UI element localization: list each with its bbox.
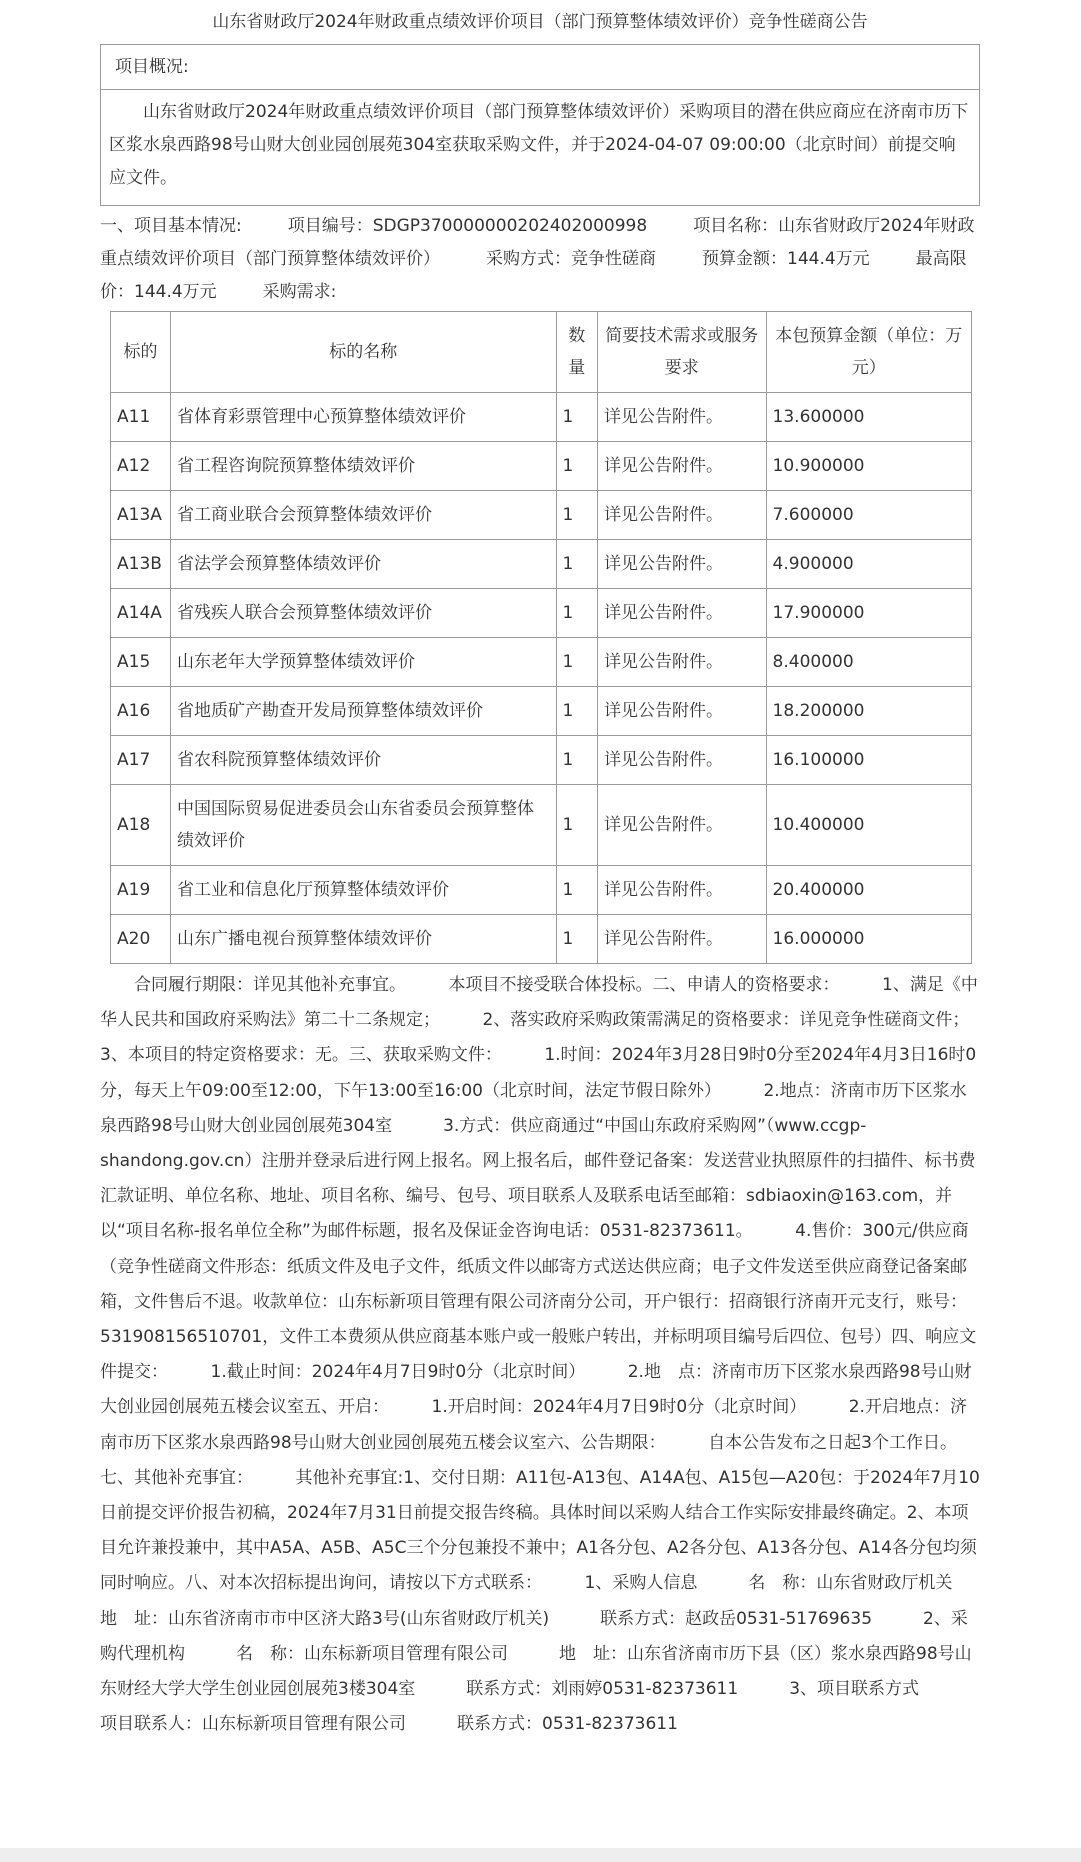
table-row [111, 915, 972, 964]
table-row [111, 687, 972, 736]
cell-name: 省地质矿产勘查开发局预算整体绩效评价 [171, 687, 556, 736]
project-name: 项目名称：山东省财政厅2024年财政重点绩效评价项目（部门预算整体绩效评价） [100, 216, 975, 269]
col-header-qty: 数量 [556, 312, 598, 393]
table-row [111, 393, 972, 442]
cell-name: 省工商业联合会预算整体绩效评价 [171, 491, 556, 540]
cell-requirements: 详见公告附件。 [598, 638, 767, 687]
cell-budget: 16.100000 [766, 736, 971, 785]
overview-heading: 项目概况: [101, 45, 979, 90]
cell-lot: A20 [111, 915, 171, 964]
overview-body: 山东省财政厅2024年财政重点绩效评价项目（部门预算整体绩效评价）采购项目的潜在供应商应在济南市历下区浆水泉西路98号山财大创业园创展苑304室获取采购文件，并于2024-04-07 09:00:00（北京时间）前提交响应文件。 [109, 102, 969, 188]
cell-qty: 1 [556, 491, 598, 540]
cell-requirements: 详见公告附件。 [598, 915, 767, 964]
cell-requirements: 详见公告附件。 [598, 785, 767, 866]
cell-name: 山东老年大学预算整体绩效评价 [171, 638, 556, 687]
overview-box [100, 44, 980, 206]
cell-name: 省工程咨询院预算整体绩效评价 [171, 442, 556, 491]
cell-lot: A13B [111, 540, 171, 589]
cell-lot: A16 [111, 687, 171, 736]
cell-lot: A14A [111, 589, 171, 638]
max-price: 最高限价：144.4万元 [100, 249, 967, 302]
cell-name: 省农科院预算整体绩效评价 [171, 736, 556, 785]
basic-section-title: 一、项目基本情况: [100, 216, 242, 236]
col-header-lot: 标的 [111, 312, 171, 393]
table-row [111, 540, 972, 589]
cell-name: 山东广播电视台预算整体绩效评价 [171, 915, 556, 964]
cell-requirements: 详见公告附件。 [598, 491, 767, 540]
table-row [111, 866, 972, 915]
table-row [111, 442, 972, 491]
notice-body-text: 合同履行期限：详见其他补充事宜。 本项目不接受联合体投标。二、申请人的资格要求： 1、满足《中华人民共和国政府采购法》第二十二条规定； 2、落实政府采购政策需满足的资格要求：详见竞争性磋商文件； 3、本项目的特定资格要求：无。三、获取采购文件： 1.时间：2024年3月28日9时0分至2024年4月3日16时0分，每天上午09:00至12:00，下午13:00至16:00（北京时间，法定节假日除外） 2.地点：济南市历下区浆水泉西路98号山财大创业园创展苑304室 3.方式：供应商通过“中国山东政府采购网”（www.ccgp-shandong.gov.cn）注册并登录后进行网上报名。网上报名后，邮件登记备案：发送营业执照原件的扫描件、标书费汇款证明、单位名称、地址、项目名称、编号、包号、项目联系人及联系电话至邮箱：sdbiaoxin@163.com，并以“项目名称-报名单位全称”为邮件标题，报名及保证金咨询电话：0531-82373611。 4.售价：300元/供应商（竞争性磋商文件形态：纸质文件及电子文件，纸质文件以邮寄方式送达供应商；电子文件发送至供应商登记备案邮箱，文件售后不退。收款单位：山东标新项目管理有限公司济南分公司，开户银行：招商银行济南开元支行，账号：531908156510701，文件工本费须从供应商基本账户或一般账户转出，并标明项目编号后四位、包号）四、响应文件提交： 1.截止时间：2024年4月7日9时0分（北京时间） 2.地 点：济南市历下区浆水泉西路98号山财大创业园创展苑五楼会议室五、开启： 1.开启时间：2024年4月7日9时0分（北京时间） 2.开启地点：济南市历下区浆水泉西路98号山财大创业园创展苑五楼会议室六、公告期限： 自本公告发布之日起3个工作日。七、其他补充事宜： 其他补充事宜:1、交付日期：A11包-A13包、A14A包、A15包—A20包：于2024年7月10日前提交评价报告初稿，2024年7月31日前提交报告终稿。具体时间以采购人结合工作实际安排最终确定。2、本项目允许兼投兼中，其中A5A、A5B、A5C三个分包兼投不兼中；A1各分包、A2各分包、A13各分包、A14各分包均须同时响应。八、对本次招标提出询问，请按以下方式联系： 1、采购人信息 名 称：山东省财政厅机关 地 址：山东省济南市市中区济大路3号(山东省财政厅机关) 联系方式：赵政岳0531-51769635 2、采购代理机构 名 称：山东标新项目管理有限公司 地 址：山东省济南市历下县（区）浆水泉西路98号山东财经大学大学生创业园创展苑3楼304室 联系方式：刘雨婷0531-82373611 3、项目联系方式 项目联系人：山东标新项目管理有限公司 联系方式：0531-82373611 [100, 975, 1012, 1735]
cell-lot: A13A [111, 491, 171, 540]
cell-name: 省法学会预算整体绩效评价 [171, 540, 556, 589]
cell-requirements: 详见公告附件。 [598, 540, 767, 589]
cell-budget: 18.200000 [766, 687, 971, 736]
cell-qty: 1 [556, 638, 598, 687]
table-row [111, 736, 972, 785]
cell-qty: 1 [556, 736, 598, 785]
col-header-name: 标的名称 [171, 312, 556, 393]
cell-lot: A17 [111, 736, 171, 785]
cell-name: 省残疾人联合会预算整体绩效评价 [171, 589, 556, 638]
cell-budget: 20.400000 [766, 866, 971, 915]
cell-name: 省体育彩票管理中心预算整体绩效评价 [171, 393, 556, 442]
cell-budget: 10.400000 [766, 785, 971, 866]
procurement-method: 采购方式：竞争性磋商 [486, 249, 656, 269]
table-row [111, 491, 972, 540]
page-title: 山东省财政厅2024年财政重点绩效评价项目（部门预算整体绩效评价）竞争性磋商公告 [212, 12, 868, 32]
table-row [111, 589, 972, 638]
col-header-budget: 本包预算金额（单位：万元） [766, 312, 971, 393]
cell-requirements: 详见公告附件。 [598, 687, 767, 736]
cell-requirements: 详见公告附件。 [598, 393, 767, 442]
cell-budget: 7.600000 [766, 491, 971, 540]
lots-table [110, 311, 972, 964]
project-number: 项目编号：SDGP370000000202402000998 [287, 216, 648, 236]
cell-qty: 1 [556, 442, 598, 491]
cell-lot: A18 [111, 785, 171, 866]
table-header-row [111, 312, 972, 393]
cell-lot: A19 [111, 866, 171, 915]
cell-qty: 1 [556, 393, 598, 442]
notice-content [100, 0, 1012, 1742]
cell-qty: 1 [556, 589, 598, 638]
cell-name: 省工业和信息化厅预算整体绩效评价 [171, 866, 556, 915]
cell-budget: 16.000000 [766, 915, 971, 964]
cell-lot: A12 [111, 442, 171, 491]
cell-requirements: 详见公告附件。 [598, 866, 767, 915]
cell-name: 中国国际贸易促进委员会山东省委员会预算整体绩效评价 [171, 785, 556, 866]
cell-requirements: 详见公告附件。 [598, 736, 767, 785]
cell-lot: A15 [111, 638, 171, 687]
cell-budget: 4.900000 [766, 540, 971, 589]
cell-qty: 1 [556, 540, 598, 589]
table-row [111, 785, 972, 866]
budget-amount: 预算金额：144.4万元 [702, 249, 870, 269]
col-header-requirements: 简要技术需求或服务要求 [598, 312, 767, 393]
cell-qty: 1 [556, 915, 598, 964]
table-row [111, 638, 972, 687]
cell-requirements: 详见公告附件。 [598, 442, 767, 491]
cell-budget: 8.400000 [766, 638, 971, 687]
cell-qty: 1 [556, 785, 598, 866]
basic-info [100, 210, 980, 309]
cell-lot: A11 [111, 393, 171, 442]
cell-qty: 1 [556, 687, 598, 736]
cell-budget: 13.600000 [766, 393, 971, 442]
cell-budget: 10.900000 [766, 442, 971, 491]
page-bottom-bar [0, 1848, 1081, 1862]
procurement-demand-label: 采购需求: [262, 282, 337, 302]
cell-budget: 17.900000 [766, 589, 971, 638]
cell-qty: 1 [556, 866, 598, 915]
cell-requirements: 详见公告附件。 [598, 589, 767, 638]
